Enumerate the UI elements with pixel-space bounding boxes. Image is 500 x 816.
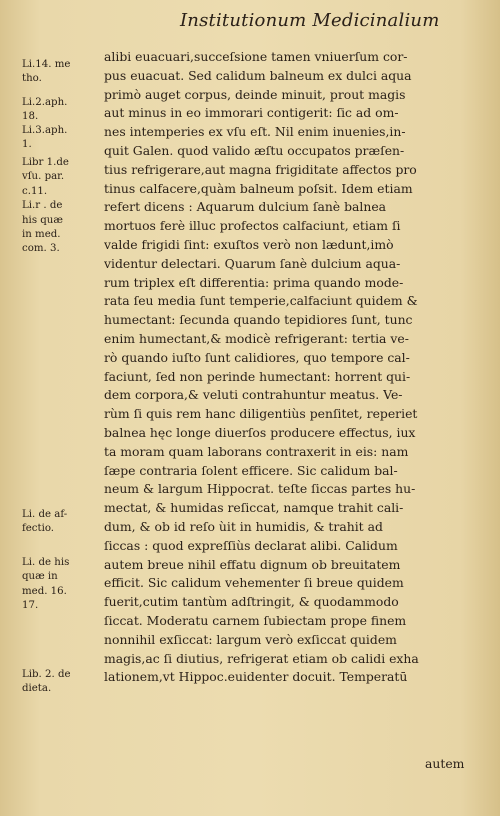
text-line: humectant: ſecunda quando tepidiores ſunt, tunc — [104, 312, 413, 328]
text-line: dum, & ob id reſo ùit in humidis, & trahit ad — [104, 518, 383, 534]
text-line: neum & largum Hippocrat. teſte ſiccas partes hu- — [104, 481, 416, 497]
text-line: valde frigidi ſint: exuſtos verò non lædunt,imò — [104, 236, 394, 252]
text-line: nonnihil exſiccat: largum verò exſiccat quidem — [104, 631, 397, 647]
text-line: rum triplex eſt differentia: prima quando mode- — [104, 274, 404, 290]
text-line: ſiccas : quod expreſſiùs declarat alibi. Calidum — [104, 537, 398, 553]
margin-note-2 — [22, 96, 102, 125]
text-line: quit Galen. quod valido æſtu occupatos præſen- — [104, 142, 405, 158]
text-line: tinus calfacere,quàm balneum poſsit. Idem etiam — [104, 180, 413, 196]
margin-note-3 — [22, 124, 102, 153]
text-line: rò quando iuſto ſunt calidiores, quo tempore cal- — [104, 349, 410, 365]
text-line: balnea hęc longe diuerſos producere effectus, iux — [104, 424, 416, 440]
text-line: efficit. Sic calidum vehementer ſi breue quidem — [104, 575, 404, 591]
text-line: fuerit,cutim tantùm adſtringit, & quodammodo — [104, 594, 399, 610]
text-line: rùm ſi quis rem hanc diligentiùs penſitet, reperiet — [104, 406, 418, 422]
margin-note-6 — [22, 556, 102, 614]
text-line: rata ſeu media ſunt temperie,calfaciunt quidem & — [104, 293, 418, 309]
catchword: autem — [425, 756, 465, 771]
text-line: tius refrigerare,aut magna frigiditate affectos pro — [104, 161, 417, 177]
margin-note-line: vſu. par. — [22, 171, 65, 183]
text-line: primò auget corpus, deinde minuit, prout magis — [104, 86, 406, 102]
margin-note-line: c.11. — [22, 185, 48, 197]
margin-note-line: Lib. 2. de — [22, 669, 71, 680]
main-text — [104, 48, 470, 687]
margin-note-line: fectio. — [22, 523, 55, 535]
text-line: ſæpe contraria ſolent efficere. Sic calidum bal- — [104, 462, 398, 478]
running-head: Institutionum Medicinalium — [180, 10, 440, 31]
text-line: dem corpora,& veluti contrahuntur meatus. Ve- — [104, 387, 403, 403]
margin-note-line: com. 3. — [22, 243, 60, 255]
text-line: ſiccat. Moderatu carnem ſubiectam prope finem — [104, 612, 407, 628]
margin-note-line: 17. — [22, 600, 39, 612]
margin-note-line: Li.14. me — [22, 59, 71, 70]
text-line: autem breue nihil effatu dignum ob breuitatem — [104, 556, 401, 572]
text-line: enim humectant,& modicè refrigerant: tertia ve- — [104, 330, 409, 346]
text-line: videntur delectari. Quarum ſanè dulcium aqua- — [104, 255, 401, 271]
margin-note-line: Li. de af- — [22, 509, 68, 520]
margin-note-1 — [22, 58, 102, 87]
margin-note-4 — [22, 156, 102, 257]
text-line: faciunt, ſed non perinde humectant: horrent qui- — [104, 368, 411, 384]
margin-note-line: tho. — [22, 73, 42, 85]
text-line: pus euacuat. Sed calidum balneum ex dulci aqua — [104, 67, 412, 83]
margin-note-line: Libr 1.de — [22, 157, 69, 168]
margin-note-line: Li.3.aph. — [22, 125, 68, 136]
margin-note-line: in med. — [22, 229, 61, 241]
margin-note-line: 18. — [22, 111, 39, 123]
margin-note-line: Li.r . de — [22, 200, 63, 212]
margin-note-line: dieta. — [22, 683, 52, 695]
margin-note-line: his quæ — [22, 214, 63, 226]
text-line: mortuos ferè illuc profectos calfaciunt, etiam ſi — [104, 218, 401, 234]
text-line: lationem,vt Hippoc.euidenter docuit. Temperatū — [104, 669, 408, 685]
text-line: magis,ac ſi diutius, refrigerat etiam ob calidi exha — [104, 650, 419, 666]
text-line: refert dicens : Aquarum dulcium ſanè balnea — [104, 199, 387, 215]
margin-note-line: 1. — [22, 139, 32, 151]
margin-note-line: Li. de his — [22, 557, 70, 568]
text-line: nes intemperies ex vſu eſt. Nil enim inuenies,in- — [104, 124, 406, 140]
margin-note-5 — [22, 508, 102, 537]
text-line: alibi euacuari,succeſsione tamen vniuerſum cor- — [104, 49, 408, 64]
text-line: ta moram quam laborans contraxerit in eis: nam — [104, 443, 409, 459]
margin-note-line: quæ in — [22, 571, 58, 583]
margin-note-line: Li.2.aph. — [22, 97, 68, 108]
margin-note-7 — [22, 668, 102, 697]
margin-note-line: med. 16. — [22, 585, 67, 597]
text-line: mectat, & humidas reſiccat, namque trahit cali- — [104, 500, 404, 516]
text-line: aut minus in eo immorari contigerit: ſic ad om- — [104, 105, 399, 121]
